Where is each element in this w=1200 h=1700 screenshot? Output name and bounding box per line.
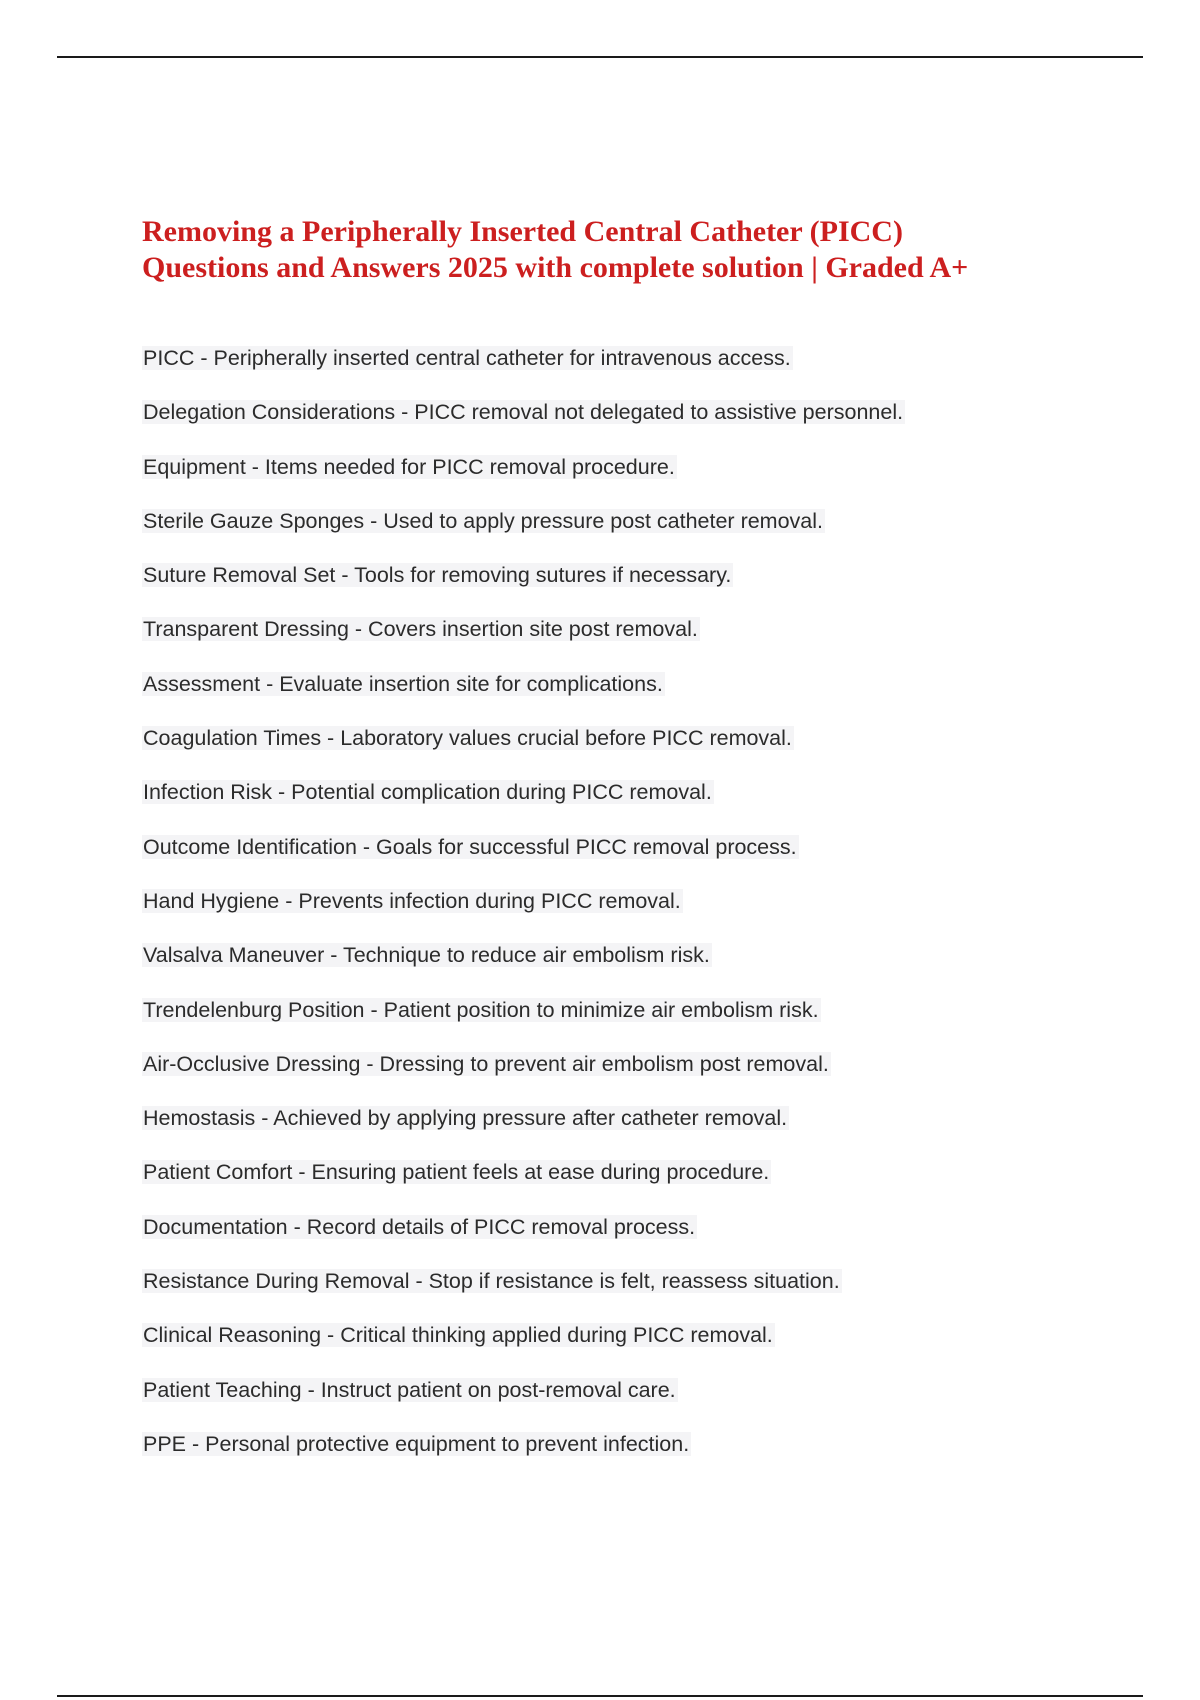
term-name: Patient Comfort: [143, 1160, 293, 1185]
term-list: [142, 343, 1142, 1483]
term-item: [142, 886, 1142, 940]
term-name: Patient Teaching: [143, 1377, 302, 1402]
term-definition: Peripherally inserted central catheter for intravenous access.: [213, 346, 791, 370]
term-separator: -: [321, 1323, 341, 1348]
term-definition: Instruct patient on post-removal care.: [320, 1377, 676, 1402]
term-name: Assessment: [143, 671, 261, 696]
term-item: [142, 1266, 1142, 1320]
term-item: [142, 1320, 1142, 1374]
term-definition: Critical thinking applied during PICC removal.: [340, 1323, 773, 1348]
term-definition: Stop if resistance is felt, reassess situation.: [428, 1269, 840, 1294]
term-definition: Record details of PICC removal process.: [306, 1214, 696, 1239]
term-separator: -: [301, 1377, 321, 1402]
term-name: Outcome Identification: [143, 834, 357, 859]
term-name: Coagulation Times: [143, 726, 322, 751]
term-definition: Goals for successful PICC removal process.: [376, 834, 797, 859]
term-separator: -: [324, 943, 343, 968]
term-separator: -: [364, 508, 384, 533]
term-definition: Evaluate insertion site for complications.: [279, 671, 663, 696]
term-definition: Dressing to prevent air embolism post removal.: [379, 1051, 829, 1076]
term-name: Resistance During Removal: [143, 1269, 410, 1294]
term-definition: Ensuring patient feels at ease during procedure.: [311, 1160, 770, 1185]
term-name: PICC: [143, 346, 195, 370]
term-item: [142, 995, 1142, 1049]
term-item: [142, 777, 1142, 831]
term-name: PPE: [143, 1431, 187, 1456]
term-item: [142, 1049, 1142, 1103]
term-separator: -: [292, 1160, 312, 1185]
term-separator: -: [186, 1431, 206, 1456]
term-item: [142, 1212, 1142, 1266]
term-name: Equipment: [143, 454, 246, 479]
term-item: [142, 1157, 1142, 1211]
title-line-2: Questions and Answers 2025 with complete solution | Graded A+: [142, 251, 969, 284]
term-item: [142, 397, 1142, 451]
term-name: Air-Occlusive Dressing: [143, 1051, 361, 1076]
term-definition: Prevents infection during PICC removal.: [298, 888, 681, 913]
term-name: Suture Removal Set: [143, 563, 336, 588]
term-separator: -: [360, 1051, 380, 1076]
term-item: [142, 832, 1142, 886]
term-separator: -: [255, 1106, 274, 1131]
top-rule: [57, 56, 1143, 58]
term-separator: -: [335, 563, 355, 588]
term-separator: -: [279, 888, 299, 913]
term-separator: -: [245, 454, 265, 479]
term-item: [142, 669, 1142, 723]
term-item: [142, 1375, 1142, 1429]
term-name: Valsalva Maneuver: [143, 943, 325, 968]
term-definition: Potential complication during PICC removal.: [291, 780, 712, 805]
term-item: [142, 560, 1142, 614]
term-item: [142, 1103, 1142, 1157]
term-name: Sterile Gauze Sponges: [143, 508, 365, 533]
term-separator: -: [356, 834, 377, 859]
term-item: [142, 506, 1142, 560]
term-name: Trendelenburg Position: [143, 997, 365, 1022]
term-definition: Laboratory values crucial before PICC removal.: [340, 726, 792, 751]
term-definition: Personal protective equipment to prevent infection.: [205, 1431, 690, 1456]
term-separator: -: [194, 346, 214, 370]
term-separator: -: [260, 671, 280, 696]
term-definition: Patient position to minimize air embolism risk.: [383, 997, 819, 1022]
term-separator: -: [272, 780, 292, 805]
term-definition: Items needed for PICC removal procedure.: [264, 454, 675, 479]
term-separator: -: [364, 997, 384, 1022]
term-separator: -: [321, 726, 341, 751]
term-name: Documentation: [143, 1214, 288, 1239]
term-definition: Achieved by applying pressure after catheter removal.: [273, 1106, 788, 1131]
term-name: Clinical Reasoning: [143, 1323, 322, 1348]
term-item: [142, 614, 1142, 668]
term-item: [142, 343, 1142, 397]
term-item: [142, 940, 1142, 994]
term-definition: PICC removal not delegated to assistive personnel.: [414, 400, 904, 425]
term-definition: Used to apply pressure post catheter removal.: [383, 508, 824, 533]
term-name: Hand Hygiene: [143, 888, 280, 913]
term-name: Delegation Considerations: [143, 400, 396, 425]
term-name: Transparent Dressing: [143, 617, 349, 642]
term-definition: Tools for removing sutures if necessary.: [354, 563, 732, 588]
term-separator: -: [409, 1269, 429, 1294]
term-name: Hemostasis: [143, 1106, 256, 1131]
term-definition: Covers insertion site post removal.: [368, 617, 698, 642]
term-definition: Technique to reduce air embolism risk.: [342, 943, 710, 968]
term-name: Infection Risk: [143, 780, 273, 805]
document-title: [142, 214, 1102, 286]
bottom-rule: [57, 1695, 1143, 1697]
term-separator: -: [287, 1214, 307, 1239]
title-line-1: Removing a Peripherally Inserted Central Catheter (PICC): [142, 215, 903, 248]
term-separator: -: [395, 400, 415, 425]
term-separator: -: [348, 617, 369, 642]
term-item: [142, 1429, 1142, 1483]
term-item: [142, 723, 1142, 777]
term-item: [142, 452, 1142, 506]
